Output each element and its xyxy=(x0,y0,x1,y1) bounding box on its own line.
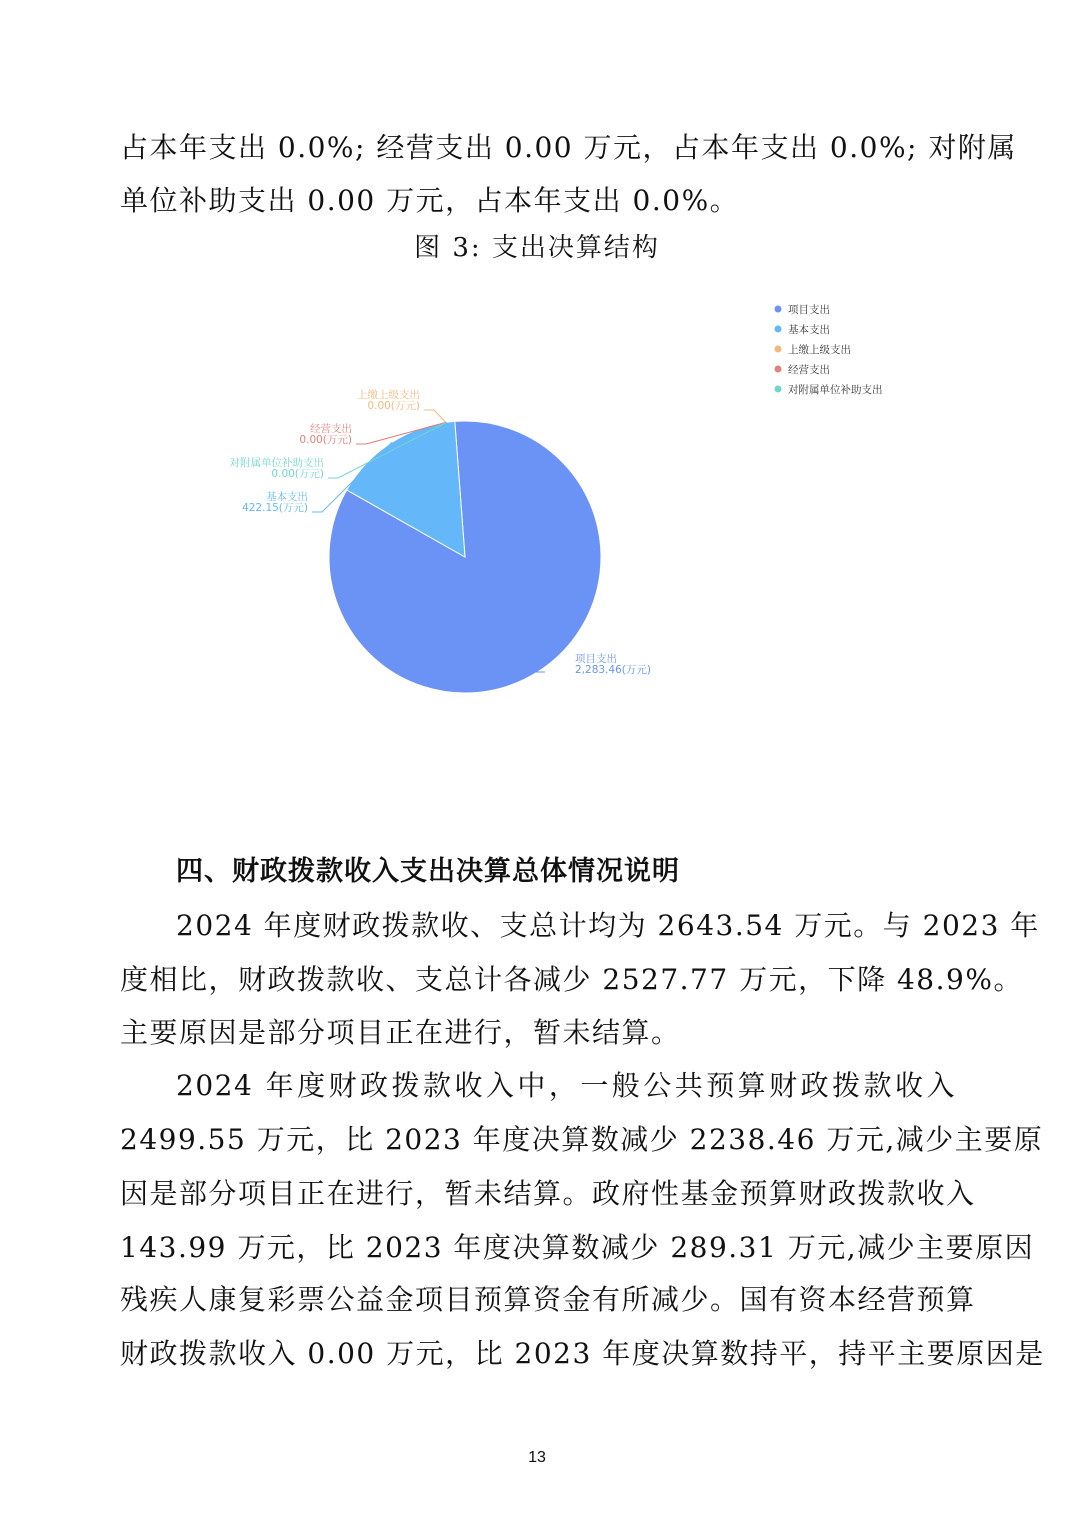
pie-label-name: 上缴上级支出 xyxy=(357,389,420,401)
legend-marker xyxy=(775,366,782,373)
figure-caption: 图 3: 支出决算结构 xyxy=(414,233,660,263)
pie-chart xyxy=(200,290,920,710)
section-heading: 四、财政拨款收入支出决算总体情况说明 xyxy=(176,856,680,887)
body-text-line: 单位补助支出 0.00 万元，占本年支出 0.0%。 xyxy=(120,184,740,217)
legend-marker xyxy=(775,306,782,313)
legend-label: 经营支出 xyxy=(788,364,830,376)
body-text-line: 主要原因是部分项目正在进行，暂未结算。 xyxy=(120,1016,681,1049)
body-text-line: 2024 年度财政拨款收入中，一般公共预算财政拨款收入 xyxy=(176,1069,956,1102)
body-text-line: 143.99 万元，比 2023 年度决算数减少 289.31 万元,减少主要原因 xyxy=(120,1231,1035,1264)
body-text-line: 因是部分项目正在进行，暂未结算。政府性基金预算财政拨款收入 xyxy=(120,1177,976,1210)
legend-marker xyxy=(775,346,782,353)
legend-label: 上缴上级支出 xyxy=(788,344,851,356)
body-text-line: 残疾人康复彩票公益金项目预算资金有所减少。国有资本经营预算 xyxy=(120,1283,976,1316)
pie-label-name: 经营支出 xyxy=(310,423,352,435)
pie-label-name: 对附属单位补助支出 xyxy=(229,457,324,469)
pie-leader-line xyxy=(424,410,446,422)
pie-label-value: 422.15(万元) xyxy=(242,502,308,514)
legend-label: 基本支出 xyxy=(788,324,830,336)
page-number: 13 xyxy=(528,1449,546,1466)
legend-marker xyxy=(775,326,782,333)
pie-label-name: 基本支出 xyxy=(266,491,308,503)
pie-label-value: 0.00(万元) xyxy=(299,434,352,446)
pie-label-value: 2,283.46(万元) xyxy=(575,664,651,676)
legend-label: 对附属单位补助支出 xyxy=(788,384,883,396)
body-text-line: 财政拨款收入 0.00 万元，比 2023 年度决算数持平，持平主要原因是 xyxy=(120,1337,1045,1370)
body-text-line: 2499.55 万元，比 2023 年度决算数减少 2238.46 万元,减少主要原 xyxy=(120,1123,1044,1156)
legend-marker xyxy=(775,386,782,393)
body-text-line: 2024 年度财政拨款收、支总计均为 2643.54 万元。与 2023 年 xyxy=(176,909,1040,942)
body-text-line: 度相比，财政拨款收、支总计各减少 2527.77 万元，下降 48.9%。 xyxy=(120,963,1023,996)
body-text-line: 占本年支出 0.0%; 经营支出 0.00 万元，占本年支出 0.0%; 对附属 xyxy=(120,131,1017,164)
chart-legend xyxy=(775,303,883,396)
pie-label-name: 项目支出 xyxy=(575,653,617,665)
legend-label: 项目支出 xyxy=(788,304,830,316)
pie-label-value: 0.00(万元) xyxy=(271,468,324,480)
pie-label-value: 0.00(万元) xyxy=(367,400,420,412)
